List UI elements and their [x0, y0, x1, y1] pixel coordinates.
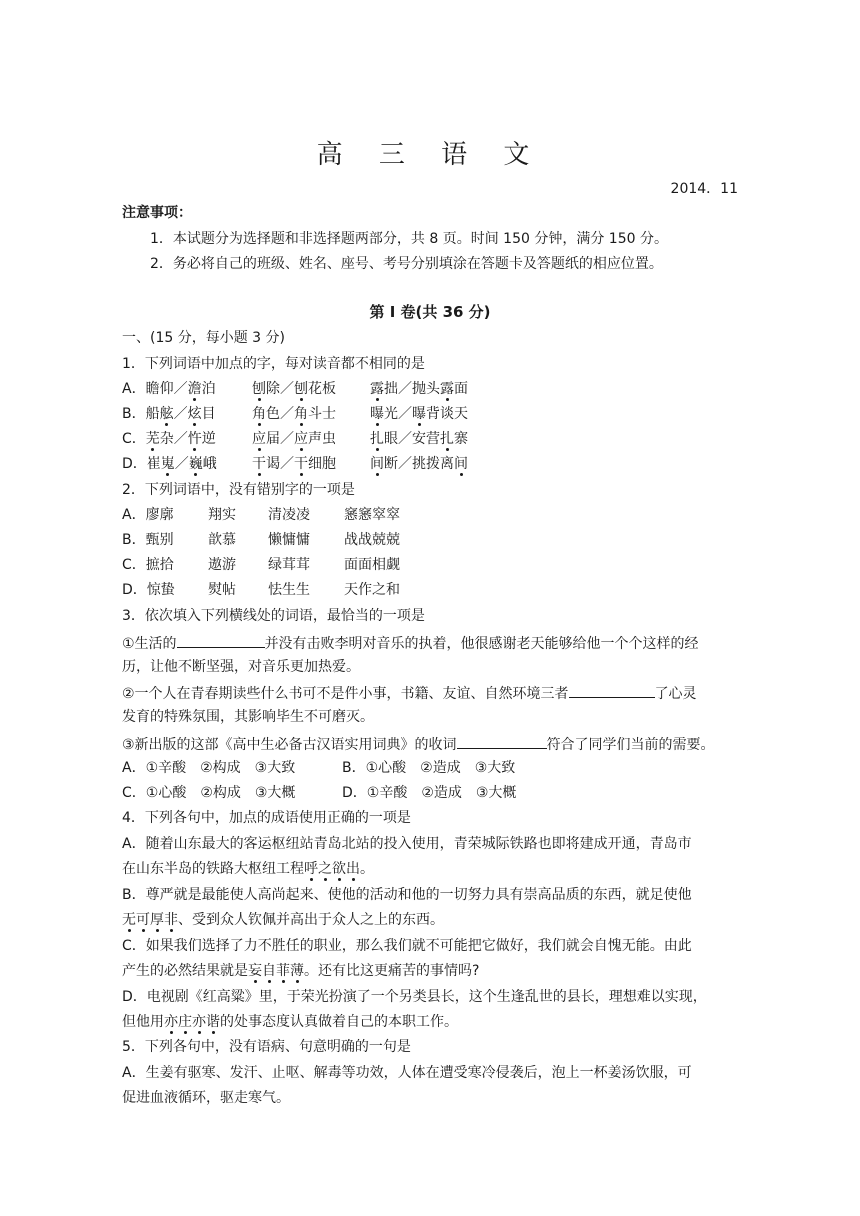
option-part: D．崔嵬／巍峨	[122, 456, 217, 472]
question-1-option-d	[122, 454, 468, 474]
question-2-option-b	[122, 530, 400, 550]
option-part: C．芜杂／忤逆	[122, 431, 216, 447]
question-3-options-row-2	[122, 783, 516, 803]
option-part: 战战兢兢	[344, 532, 400, 548]
option-part: 怯生生	[268, 582, 310, 598]
question-4-option-b: B．尊严就是最能使人高尚起来、使他的活动和他的一切努力具有崇高品质的东西，就足使他	[122, 887, 692, 903]
question-4-option-a: A．随着山东最大的客运枢纽站青岛北站的投入使用，青荣城际铁路也即将建成开通，青岛市	[122, 836, 692, 852]
option-part: C．摭拾	[122, 557, 174, 573]
option-part: 清凌凌	[268, 507, 310, 523]
exam-title: 高 三 语 文	[316, 140, 544, 170]
question-5-option-a-cont: 促进血液循环，驱走寒气。	[122, 1090, 290, 1106]
sentence-part: ③新出版的这部《高中生必备古汉语实用词典》的收词	[122, 737, 457, 753]
option-part: 露拙／抛头露面	[370, 381, 468, 397]
option-part: 间断／挑拨离间	[370, 456, 468, 472]
question-2-option-c	[122, 555, 400, 575]
question-4-option-d-cont: 但他用亦庄亦谐的处事态度认真做着自己的本职工作。	[122, 1014, 458, 1030]
section-title: 第 I 卷(共 36 分)	[369, 303, 491, 321]
option-part: 遨游	[208, 557, 236, 573]
option-part: 应届／应声虫	[252, 431, 336, 447]
option-part: 面面相觑	[344, 557, 400, 573]
option-part: 翔实	[208, 507, 236, 523]
option-part: 懒慵慵	[268, 532, 310, 548]
notes-label: 注意事项：	[122, 205, 192, 221]
question-2-stem: 2．下列词语中，没有错别字的一项是	[122, 482, 355, 498]
question-1-stem: 1．下列词语中加点的字，每对读音都不相同的是	[122, 356, 425, 372]
question-3-options-row-1	[122, 758, 515, 778]
question-4-option-d: D．电视剧《红高粱》里，于荣光扮演了一个另类县长，这个生逢乱世的县长，理想难以实现，	[122, 989, 707, 1005]
exam-date: 2014．11	[670, 181, 738, 197]
question-5-option-a: A．生姜有驱寒、发汗、止呕、解毒等功效，人体在遭受寒冷侵袭后，泡上一杯姜汤饮服，可	[122, 1065, 692, 1081]
question-3-sentence-1-cont: 历，让他不断坚强，对音乐更加热爱。	[122, 659, 360, 675]
option-part: B．甄别	[122, 532, 174, 548]
note-item: 2．务必将自己的班级、姓名、座号、考号分别填涂在答题卡及答题纸的相应位置。	[150, 256, 663, 272]
question-3-sentence-2-cont: 发育的特殊氛围，其影响毕生不可磨灭。	[122, 709, 374, 725]
question-2-option-d	[122, 580, 400, 600]
option-part: B．①心酸 ②造成 ③大致	[342, 760, 516, 776]
option-part: D．惊蛰	[122, 582, 175, 598]
option-part: 扎眼／安营扎寨	[370, 431, 468, 447]
sentence-part: ②一个人在青春期读些什么书可不是件小事，书籍、友谊、自然环境三者	[122, 686, 569, 702]
sentence-part: 并没有击败李明对音乐的执着，他很感谢老天能够给他一个个这样的经	[264, 636, 699, 652]
option-part: 窸窸窣窣	[344, 507, 400, 523]
part-heading: 一、(15 分，每小题 3 分)	[122, 330, 285, 346]
question-4-stem: 4．下列各句中，加点的成语使用正确的一项是	[122, 810, 411, 826]
question-4-option-b-cont: 无可厚非、受到众人钦佩并高出于众人之上的东西。	[122, 912, 444, 928]
question-3-sentence-3	[122, 733, 715, 755]
option-part: C．①心酸 ②构成 ③大概	[122, 785, 296, 801]
question-1-option-c	[122, 429, 468, 449]
sentence-part: 符合了同学们当前的需要。	[546, 737, 715, 753]
question-4-option-a-cont: 在山东半岛的铁路大枢纽工程呼之欲出。	[122, 861, 374, 877]
option-part: 熨帖	[208, 582, 236, 598]
question-4-option-c-cont: 产生的必然结果就是妄自菲薄。还有比这更痛苦的事情吗?	[122, 963, 480, 979]
option-part: 干谒／干细胞	[252, 456, 336, 472]
question-5-stem: 5．下列各句中，没有语病、句意明确的一句是	[122, 1039, 411, 1055]
sentence-part: ①生活的	[122, 636, 177, 652]
fill-blank	[457, 733, 547, 749]
question-3-sentence-1	[122, 632, 699, 654]
question-1-option-a	[122, 379, 468, 399]
question-1-option-b	[122, 404, 468, 424]
option-part: 角色／角斗士	[252, 406, 336, 422]
question-2-option-a	[122, 505, 400, 525]
option-part: A．廖廓	[122, 507, 174, 523]
option-part: B．船舷／炫目	[122, 406, 216, 422]
option-part: A．①辛酸 ②构成 ③大致	[122, 760, 296, 776]
option-part: 曝光／曝背谈天	[370, 406, 468, 422]
question-3-stem: 3．依次填入下列横线处的词语，最恰当的一项是	[122, 608, 425, 624]
fill-blank	[177, 632, 265, 648]
option-part: 绿茸茸	[268, 557, 310, 573]
option-part: 刨除／刨花板	[252, 381, 336, 397]
note-item: 1．本试题分为选择题和非选择题两部分，共 8 页。时间 150 分钟，满分 150 分。	[150, 231, 668, 247]
option-part: 天作之和	[344, 582, 400, 598]
sentence-part: 了心灵	[654, 686, 697, 702]
question-3-sentence-2	[122, 682, 697, 704]
option-part: D．①辛酸 ②造成 ③大概	[342, 785, 517, 801]
option-part: A．瞻仰／澹泊	[122, 381, 216, 397]
fill-blank	[569, 682, 655, 698]
question-4-option-c: C．如果我们选择了力不胜任的职业，那么我们就不可能把它做好，我们就会自愧无能。由此	[122, 938, 692, 954]
option-part: 歆慕	[208, 532, 236, 548]
